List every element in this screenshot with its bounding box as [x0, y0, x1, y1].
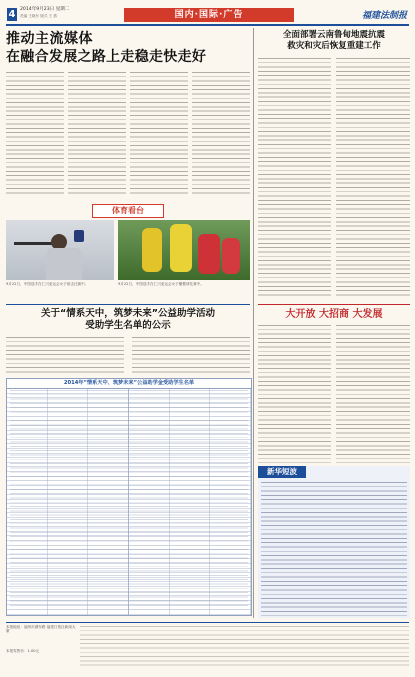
ad-body-col1 — [258, 325, 331, 463]
notice — [6, 304, 250, 377]
sports-label-box — [92, 204, 164, 218]
lead-body-col4 — [192, 72, 250, 196]
notice-body-right — [132, 337, 250, 373]
page-header — [6, 4, 409, 26]
brief-label: 新华短波 — [267, 467, 297, 476]
sports-section — [6, 204, 250, 302]
lead-body-col3 — [130, 72, 188, 196]
notice-body-left — [6, 337, 124, 373]
notice-title1: 关于“情系天中，筑梦未来”公益助学活动 — [41, 308, 215, 319]
caption-left: 9月22日，中国选手在仁川亚运会女子射击比赛中。 — [6, 282, 89, 286]
header-editor: 责编 王晓东 版式 王 燕 — [20, 14, 57, 18]
footer — [6, 625, 409, 671]
right-story-title1: 全面部署云南鲁甸地震抗震 — [282, 30, 385, 40]
sports-label: 体育看台 — [112, 206, 144, 215]
lead-body-col1 — [6, 72, 64, 196]
lead-title-line1: 推动主流媒体 — [6, 31, 93, 47]
footer-rule — [6, 622, 409, 623]
student-table — [6, 378, 252, 616]
page-number: 4 — [8, 9, 16, 20]
ad-body-col2 — [336, 325, 410, 463]
photo-rugby — [118, 220, 250, 280]
section-banner — [124, 8, 294, 22]
lead-article — [6, 30, 250, 200]
header-rule — [6, 24, 409, 26]
ad-block — [258, 304, 410, 465]
caption-right: 9月22日，中国选手在仁川亚运会女子橄榄球比赛中。 — [118, 282, 204, 286]
lead-title-line2: 在融合发展之路上走稳走快走好 — [6, 49, 207, 65]
footer-lines — [80, 626, 409, 666]
right-story — [258, 30, 410, 300]
section-title: 国内·国际·广告 — [174, 10, 244, 20]
notice-title2: 受助学生名单的公示 — [85, 320, 171, 331]
brief-label-box — [258, 466, 306, 478]
right-story-col1 — [258, 58, 331, 298]
table-title: 2014年“情系天中、筑梦未来”公益助学金受助学生名单 — [7, 379, 251, 389]
table-cells — [10, 390, 248, 612]
footer-right: 本报零售价：1.00元 — [6, 649, 40, 653]
paper-logo: 福建法制报 — [361, 11, 407, 21]
lead-body-col2 — [68, 72, 126, 196]
header-date: 2014年9月23日 星期二 — [20, 7, 70, 12]
right-story-title2: 救灾和灾后恢复重建工作 — [287, 41, 381, 51]
footer-left: 本报地址：福州市湖东路 福建日报社新闻大厦 — [6, 625, 76, 634]
brief-section — [258, 466, 410, 618]
right-story-col2 — [336, 58, 410, 298]
column-divider — [253, 28, 254, 618]
ad-title: 大开放 大招商 大发展 — [285, 309, 383, 320]
photo-shooter — [6, 220, 114, 280]
brief-body — [261, 482, 407, 616]
